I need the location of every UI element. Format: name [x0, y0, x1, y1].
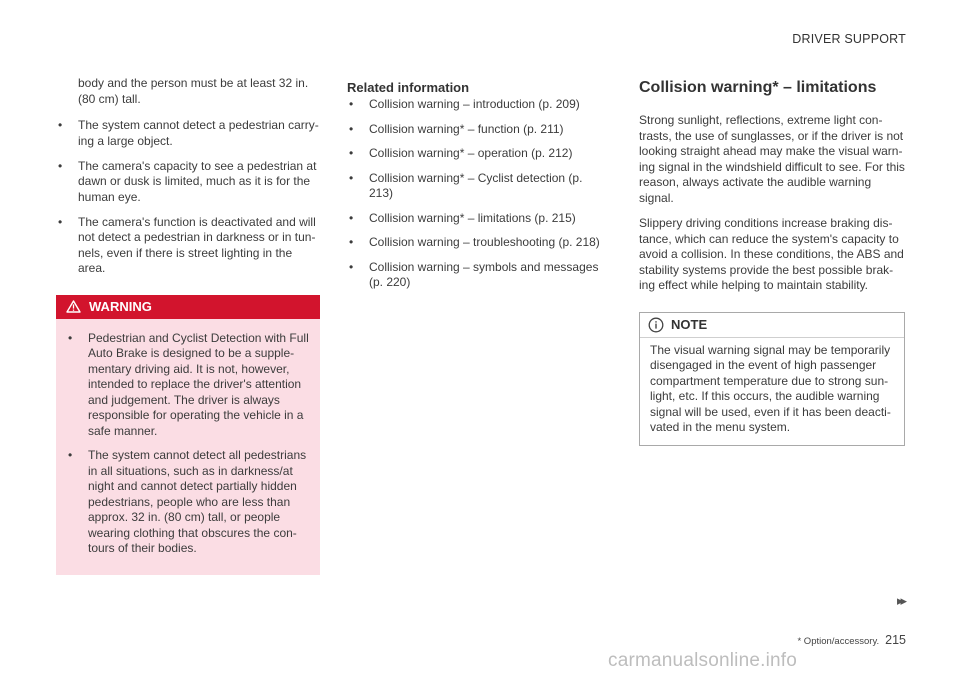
limitations-list	[56, 118, 320, 277]
page-number: 215	[885, 633, 906, 647]
info-icon	[648, 317, 664, 333]
section-header: DRIVER SUPPORT	[792, 32, 906, 46]
related-link[interactable]: • Collision warning* – operation (p. 212)	[349, 146, 573, 160]
related-link[interactable]: • Collision warning* – Cyclist detection (p. 213)	[349, 170, 583, 200]
watermark: carmanualsonline.info	[608, 650, 798, 671]
column-left	[56, 76, 320, 575]
note-text: The visual warning signal may be temporarily disengaged in the event of high passenger compartment temperature due to strong sun-light, etc. If this occurs, the audible warning signal will be used, even if it has been deacti-vated in the menu system.	[650, 342, 891, 434]
warning-triangle-icon	[66, 300, 81, 313]
note-title: NOTE	[671, 317, 708, 332]
list-item: • The camera's function is deactivated and will not detect a pedestrian in darkness or in tun-nels, even if there is street lighting in the area.	[58, 214, 316, 275]
list-item: • The system cannot detect a pedestrian carry-ing a large object.	[58, 118, 319, 148]
page-title: Collision warning* – limitations	[639, 79, 877, 96]
next-page-icon: ▸▸	[896, 593, 904, 608]
related-link[interactable]: • Collision warning – troubleshooting (p. 218)	[349, 235, 600, 249]
warning-title: WARNING	[89, 299, 152, 314]
related-link[interactable]: • Collision warning – introduction (p. 209)	[349, 97, 580, 111]
note-header	[640, 313, 904, 338]
warning-box	[56, 295, 320, 575]
page-footer	[797, 633, 906, 647]
related-link[interactable]: • Collision warning* – function (p. 211)	[349, 121, 564, 136]
warning-header	[56, 295, 320, 319]
paragraph: Slippery driving conditions increase braking dis-tance, which can reduce the system's capacity to avoid a collision. In these conditions, the ABS and stability systems provide the best possible brak-ing effect while helping to maintain stability.	[639, 216, 904, 292]
continuation-text: body and the person must be at least 32 in. (80 cm) tall.	[78, 76, 309, 106]
related-link[interactable]: • Collision warning – symbols and messages (p. 220)	[349, 259, 599, 289]
list-item: • Pedestrian and Cyclist Detection with Full Auto Brake is designed to be a supple-mentary driving aid. It is not, however, intended to replace the driver's attention and judgement. The driver is always responsible for operating the vehicle in a safe manner.	[68, 330, 309, 438]
list-item: • The system cannot detect all pedestrians in all situations, such as in darkness/at night and cannot detect partially hidden pedestrians, people who are less than approx. 32 in. (80 cm) tall, or people wearing clothing that obscures the con-tours of their bodies.	[68, 448, 307, 555]
related-links-list	[347, 97, 609, 291]
column-right	[639, 76, 905, 446]
column-middle	[347, 76, 609, 300]
footnote: * Option/accessory.	[797, 636, 880, 647]
related-heading: Related information	[347, 80, 470, 95]
warning-body	[56, 319, 320, 575]
note-box	[639, 312, 905, 446]
list-item: • The camera's capacity to see a pedestrian at dawn or dusk is limited, much as it is for the human eye.	[58, 158, 317, 204]
related-link[interactable]: • Collision warning* – limitations (p. 215)	[349, 210, 576, 225]
paragraph: Strong sunlight, reflections, extreme light con-trasts, the use of sunglasses, or if the driver is not looking straight ahead may make the visual warn-ing signal in the windshield difficult to see. For this reason, always activate the audible warning signal.	[639, 113, 905, 205]
